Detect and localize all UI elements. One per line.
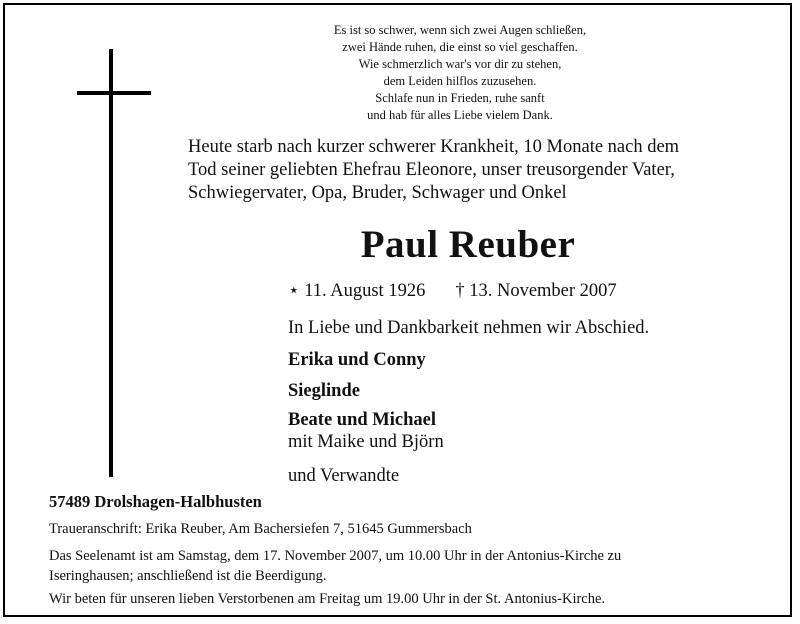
- mourning-address: [49, 519, 472, 539]
- poem: [300, 22, 620, 124]
- residence-address: 57489 Drolshagen-Halbhusten: [49, 492, 262, 511]
- poem-line: Schlafe nun in Frieden, ruhe sanft: [375, 91, 545, 105]
- life-dates: [288, 280, 617, 302]
- announcement-line: Tod seiner geliebten Ehefrau Eleonore, unser treusorgender Vater,: [188, 160, 675, 180]
- poem-line: dem Leiden hilflos zuzusehen.: [383, 74, 537, 88]
- service-line: Das Seelenamt ist am Samstag, dem 17. November 2007, um 10.00 Uhr in der Antonius-Kirche zu: [49, 548, 622, 564]
- cross-icon-bar: [77, 91, 151, 95]
- announcement-line: Heute starb nach kurzer schwerer Krankheit, 10 Monate nach dem: [188, 137, 680, 157]
- poem-line: zwei Hände ruhen, die einst so viel geschaffen.: [342, 40, 578, 54]
- family-beate: Beate und Michael: [288, 410, 436, 430]
- prayer-line: Wir beten für unseren lieben Verstorbenen am Freitag um 19.00 Uhr in der St. Antonius-Kirche.: [49, 591, 606, 607]
- family-children: mit Maike und Björn: [288, 432, 444, 452]
- mourning-address-line: Traueranschrift: Erika Reuber, Am Bachersiefen 7, 51645 Gummersbach: [49, 521, 472, 537]
- announcement-text: [188, 136, 788, 205]
- family-relatives: und Verwandte: [288, 466, 400, 486]
- farewell-text: In Liebe und Dankbarkeit nehmen wir Abschied.: [288, 318, 650, 338]
- poem-line: und hab für alles Liebe vielem Dank.: [367, 108, 553, 122]
- death-date: † 13. November 2007: [455, 281, 617, 301]
- family-erika: Erika und Conny: [288, 350, 426, 370]
- service-line: Iseringhausen; anschließend ist die Beerdigung.: [49, 568, 327, 584]
- cross-icon: [109, 49, 113, 477]
- deceased-name: Paul Reuber: [360, 223, 576, 266]
- prayer-info: [49, 589, 605, 609]
- birth-date: ⋆ 11. August 1926: [288, 281, 426, 301]
- announcement-line: Schwiegervater, Opa, Bruder, Schwager und Onkel: [188, 183, 567, 203]
- service-info: [49, 546, 621, 586]
- poem-line: Es ist so schwer, wenn sich zwei Augen schließen,: [333, 23, 587, 37]
- family-sieglinde: Sieglinde: [288, 381, 360, 401]
- poem-line: Wie schmerzlich war's vor dir zu stehen,: [358, 57, 562, 71]
